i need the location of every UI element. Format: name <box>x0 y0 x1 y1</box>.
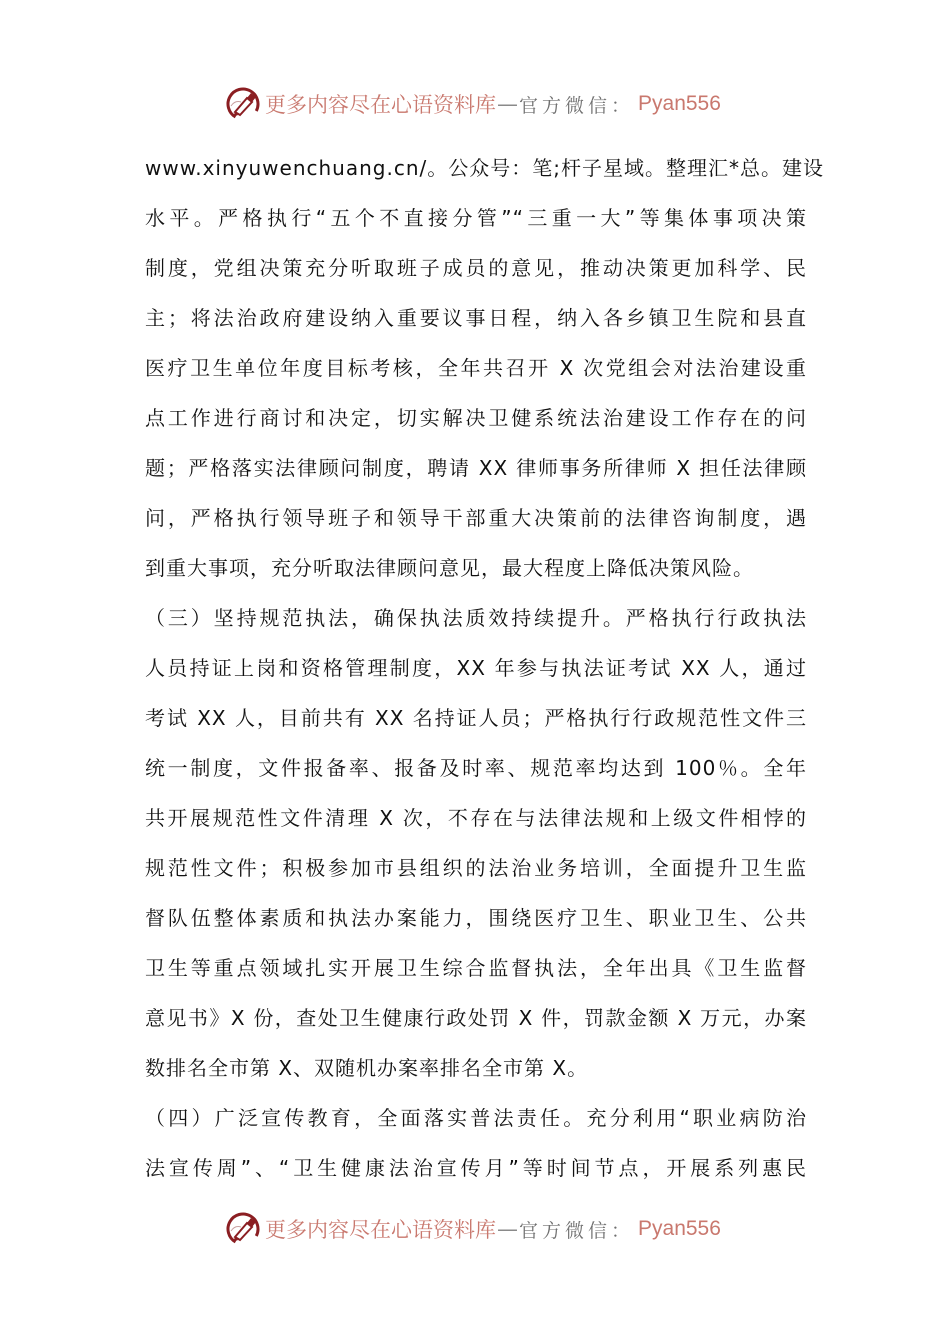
text-line: 制度，党组决策充分听取班子成员的意见，推动决策更加科学、民 <box>145 256 807 280</box>
pen-nib-logo-icon <box>225 86 261 122</box>
text-line: www.xinyuwenchuang.cn/。公众号：笔;杆子星域。整理汇*总。建设 <box>145 156 824 180</box>
banner-wechat-id: Pyan556 <box>638 92 721 115</box>
footer-watermark-banner <box>225 1208 721 1250</box>
text-line: 点工作进行商讨和决定，切实解决卫健系统法治建设工作存在的问 <box>145 406 807 430</box>
text-line: 主；将法治政府建设纳入重要议事日程，纳入各乡镇卫生院和县直 <box>145 306 807 330</box>
text-line: 意见书》X 份，查处卫生健康行政处罚 X 件，罚款金额 X 万元，办案 <box>145 1006 807 1030</box>
banner-wechat-label: 官方微信： <box>519 94 635 117</box>
banner-main-text: 更多内容尽在心语资料库 <box>265 93 496 117</box>
text-line: 考试 XX 人，目前共有 XX 名持证人员；严格执行行政规范性文件三 <box>145 706 807 730</box>
banner-dash: — <box>497 92 518 116</box>
text-line: 题；严格落实法律顾问制度，聘请 XX 律师事务所律师 X 担任法律顾 <box>145 456 807 480</box>
text-line: 医疗卫生单位年度目标考核，全年共召开 X 次党组会对法治建设重 <box>145 356 807 380</box>
text-line: 数排名全市第 X、双随机办案率排名全市第 X。 <box>145 1056 589 1080</box>
banner-dash: — <box>497 1217 518 1241</box>
text-line: 问，严格执行领导班子和领导干部重大决策前的法律咨询制度，遇 <box>145 506 807 530</box>
text-line: 水平。严格执行“五个不直接分管”“三重一大”等集体事项决策 <box>145 206 807 230</box>
text-line: 人员持证上岗和资格管理制度，XX 年参与执法证考试 XX 人，通过 <box>145 656 807 680</box>
text-line: 法宣传周”、“卫生健康法治宣传月”等时间节点，开展系列惠民 <box>145 1156 807 1180</box>
banner-wechat-label: 官方微信： <box>519 1219 635 1242</box>
section-heading-line: （三）坚持规范执法，确保执法质效持续提升。严格执行行政执法 <box>145 606 807 630</box>
text-line: 统一制度，文件报备率、报备及时率、规范率均达到 100％。全年 <box>145 756 807 780</box>
banner-main-text: 更多内容尽在心语资料库 <box>265 1218 496 1242</box>
pen-nib-logo-icon <box>225 1211 261 1247</box>
text-line: 共开展规范性文件清理 X 次，不存在与法律法规和上级文件相悖的 <box>145 806 807 830</box>
banner-wechat-id: Pyan556 <box>638 1217 721 1240</box>
document-body <box>145 150 824 1200</box>
section-heading-line: （四）广泛宣传教育，全面落实普法责任。充分利用“职业病防治 <box>145 1106 807 1130</box>
header-watermark-banner <box>225 83 721 125</box>
text-line: 卫生等重点领域扎实开展卫生综合监督执法，全年出具《卫生监督 <box>145 956 807 980</box>
text-line: 督队伍整体素质和执法办案能力，围绕医疗卫生、职业卫生、公共 <box>145 906 807 930</box>
text-line: 规范性文件；积极参加市县组织的法治业务培训，全面提升卫生监 <box>145 856 807 880</box>
text-line: 到重大事项，充分听取法律顾问意见，最大程度上降低决策风险。 <box>145 556 754 580</box>
